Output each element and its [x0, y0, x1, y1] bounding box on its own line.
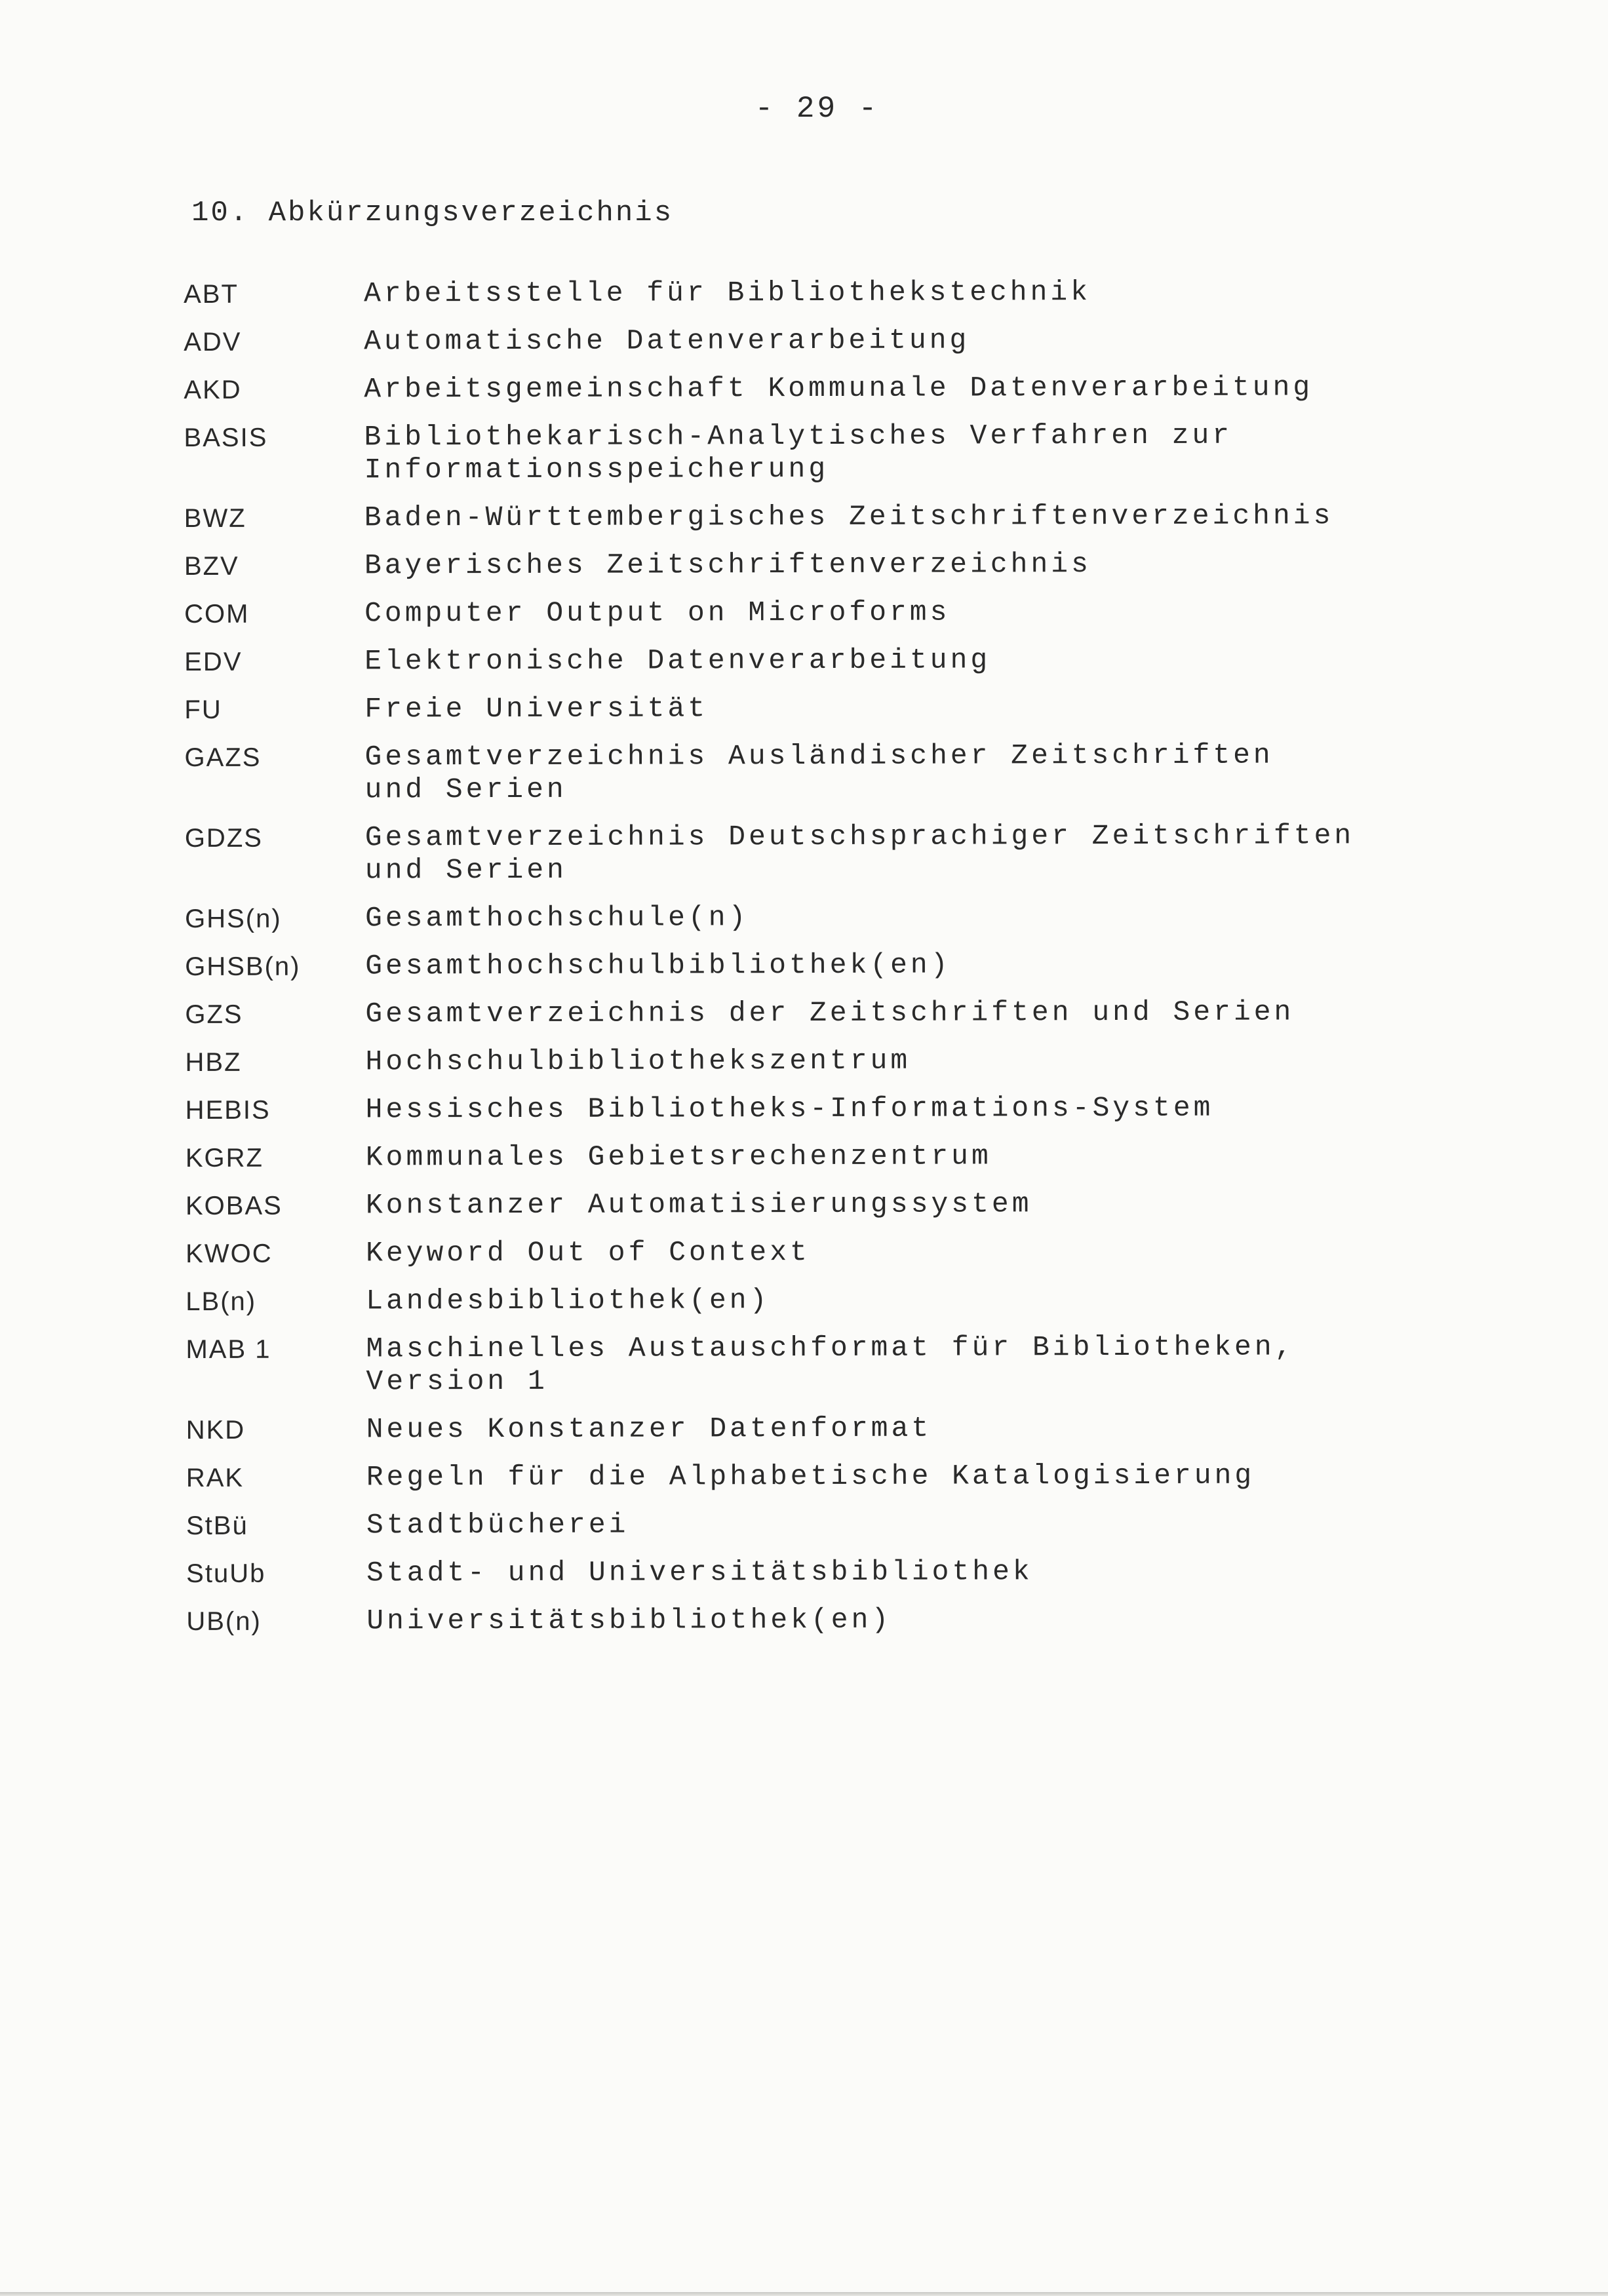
abbreviation-term: RAK — [186, 1463, 245, 1492]
abbreviation-row — [184, 323, 1429, 359]
abbreviation-row — [186, 1091, 1431, 1127]
abbreviation-row — [185, 948, 1430, 983]
abbreviation-row — [186, 1507, 1432, 1542]
abbreviation-row — [185, 819, 1430, 887]
scan-edge-rule — [0, 2292, 1608, 2296]
abbreviation-definition: Baden-Württembergisches Zeitschriftenverzeichnis — [364, 499, 1334, 534]
abbreviation-definition: Maschinelles Austauschformat für Bibliotheken, Version 1 — [366, 1331, 1295, 1398]
abbreviation-definition: Keyword Out of Context — [366, 1236, 810, 1270]
abbreviation-row — [184, 547, 1430, 583]
abbreviation-row — [184, 643, 1430, 678]
abbreviation-row — [184, 595, 1430, 631]
abbreviation-row — [185, 996, 1430, 1031]
abbreviation-definition: Gesamtverzeichnis der Zeitschriften und Serien — [365, 996, 1295, 1030]
abbreviation-term: COM — [184, 599, 250, 629]
abbreviation-row — [186, 1555, 1432, 1590]
page-number: - 29 - — [755, 92, 880, 126]
abbreviation-row — [186, 1411, 1432, 1447]
abbreviation-definition: Freie Universität — [364, 692, 709, 726]
abbreviation-row — [185, 1043, 1430, 1079]
abbreviation-term: StBü — [186, 1511, 248, 1540]
abbreviation-row — [185, 900, 1430, 935]
abbreviation-row — [184, 419, 1429, 487]
abbreviation-term: GHS(n) — [185, 904, 282, 933]
abbreviation-definition: Bayerisches Zeitschriftenverzeichnis — [364, 548, 1091, 582]
abbreviation-row — [186, 1235, 1431, 1270]
abbreviation-term: ABT — [184, 279, 239, 309]
abbreviation-term: KWOC — [186, 1239, 273, 1268]
abbreviation-term: HEBIS — [185, 1095, 271, 1125]
abbreviation-term: EDV — [184, 647, 243, 676]
abbreviation-row — [184, 371, 1429, 406]
abbreviation-term: KOBAS — [185, 1191, 283, 1220]
abbreviation-definition: Bibliothekarisch-Analytisches Verfahren zur Informationsspeicherung — [364, 419, 1233, 486]
abbreviation-definition: Elektronische Datenverarbeitung — [364, 644, 991, 678]
abbreviation-definition: Hochschulbibliothekszentrum — [365, 1044, 911, 1078]
abbreviation-row — [184, 739, 1430, 807]
abbreviation-term: AKD — [184, 375, 242, 404]
abbreviation-term: NKD — [186, 1415, 246, 1445]
abbreviation-term: KGRZ — [185, 1143, 264, 1173]
abbreviation-definition: Gesamthochschule(n) — [364, 901, 749, 935]
abbreviation-row — [186, 1331, 1431, 1399]
abbreviation-row — [184, 275, 1429, 311]
abbreviation-definition: Hessisches Bibliotheks-Informations-System — [365, 1091, 1214, 1126]
abbreviation-row — [184, 691, 1430, 726]
abbreviation-row — [186, 1187, 1431, 1222]
abbreviation-definition: Arbeitsstelle für Bibliothekstechnik — [363, 276, 1091, 310]
abbreviation-term: GDZS — [184, 823, 263, 853]
abbreviation-definition: Gesamtverzeichnis Deutschsprachiger Zeitschriften und Serien — [364, 819, 1355, 887]
abbreviation-term: BWZ — [184, 503, 246, 533]
abbreviation-term: GZS — [185, 1000, 243, 1029]
abbreviation-row — [186, 1139, 1431, 1175]
abbreviation-definition: Automatische Datenverarbeitung — [364, 324, 970, 358]
abbreviation-row — [186, 1603, 1432, 1638]
abbreviation-definition: Gesamtverzeichnis Ausländischer Zeitschriften und Serien — [364, 739, 1274, 806]
section-title: 10. Abkürzungsverzeichnis — [191, 197, 674, 229]
abbreviation-term: GHSB(n) — [185, 952, 301, 981]
abbreviation-definition: Regeln für die Alphabetische Katalogisierung — [366, 1459, 1255, 1494]
abbreviation-definition: Konstanzer Automatisierungssystem — [365, 1188, 1032, 1222]
abbreviation-list — [184, 275, 1432, 1653]
abbreviation-definition: Stadt- und Universitätsbibliothek — [366, 1555, 1033, 1589]
abbreviation-term: ADV — [184, 327, 242, 357]
abbreviation-term: UB(n) — [186, 1606, 262, 1636]
abbreviation-definition: Gesamthochschulbibliothek(en) — [365, 948, 951, 983]
abbreviation-definition: Computer Output on Microforms — [364, 596, 951, 630]
abbreviation-term: BZV — [184, 551, 239, 581]
abbreviation-row — [184, 499, 1430, 535]
abbreviation-definition: Kommunales Gebietsrechenzentrum — [365, 1140, 992, 1174]
abbreviation-term: FU — [184, 695, 222, 724]
abbreviation-definition: Landesbibliothek(en) — [366, 1284, 770, 1317]
abbreviation-row — [186, 1283, 1431, 1318]
abbreviation-term: BASIS — [184, 423, 268, 452]
abbreviation-definition: Neues Konstanzer Datenformat — [366, 1412, 932, 1446]
abbreviation-definition: Arbeitsgemeinschaft Kommunale Datenverarbeitung — [364, 371, 1314, 406]
abbreviation-term: MAB 1 — [186, 1334, 271, 1364]
abbreviation-definition: Stadtbücherei — [366, 1508, 629, 1542]
abbreviation-term: StuUb — [186, 1559, 266, 1588]
abbreviation-term: GAZS — [184, 743, 262, 772]
abbreviation-term: HBZ — [185, 1047, 242, 1077]
abbreviation-row — [186, 1459, 1432, 1494]
abbreviation-term: LB(n) — [186, 1287, 257, 1316]
abbreviation-definition: Universitätsbibliothek(en) — [366, 1603, 892, 1637]
